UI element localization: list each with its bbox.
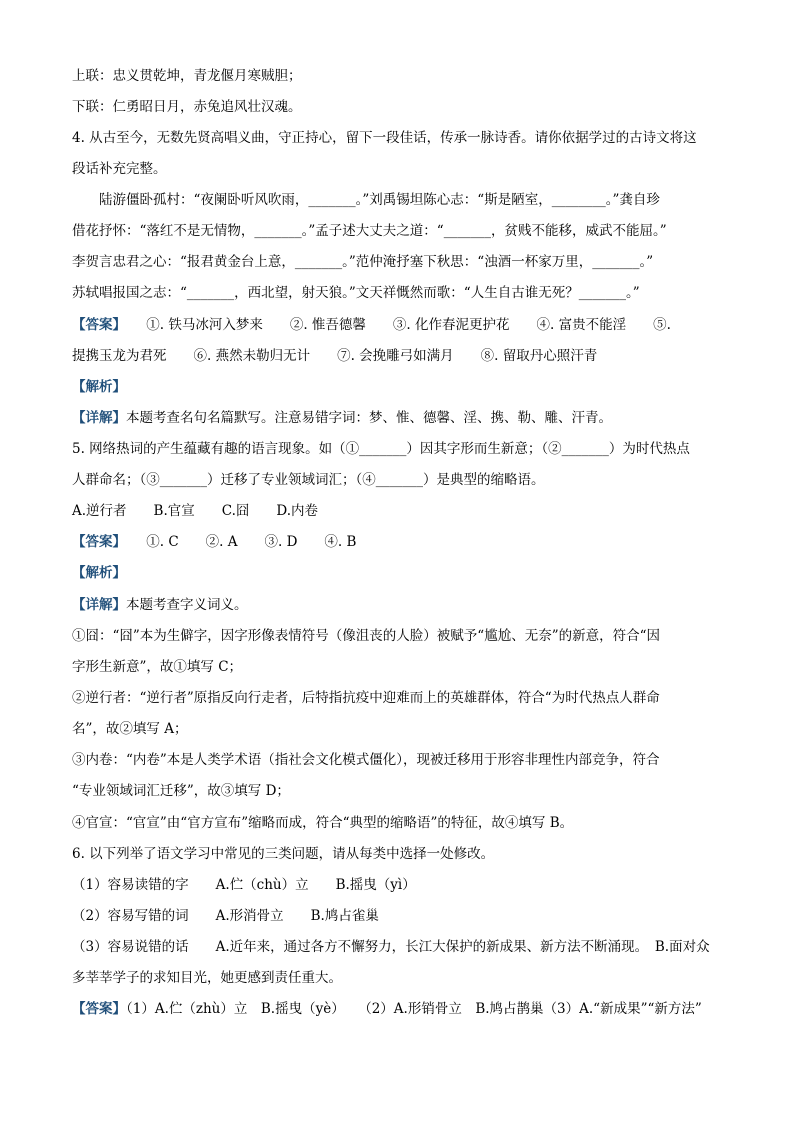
- text-line: 人群命名；（③_______）迁移了专业领域词汇；（④_______）是典型的缩略语。: [72, 472, 545, 488]
- text-line: 借花抒怀：“落红不是无情物，_______。”孟子述大丈夫之道：“_______，贫贱不能移，威武不能屈。”: [72, 223, 667, 239]
- text-line: 字形生新意”，故①填写 C；: [72, 659, 243, 675]
- section-tag: 【答案】: [72, 1001, 126, 1017]
- question-4-line: 4. 从古至今，无数先贤高唱义曲，守正持心，留下一段佳话，传承一脉诗香。请你依据学过的古诗文将这: [72, 130, 697, 146]
- section-tag: 【详解】: [72, 597, 126, 613]
- detail-line: 【详解】本题考查字义词义。: [72, 597, 248, 613]
- text-line: “专业领域词汇迁移”，故③填写 D；: [72, 783, 290, 799]
- section-tag: 【答案】: [72, 317, 120, 333]
- answer-line: 【答案】 ①. 铁马冰河入梦来 ②. 惟吾德馨 ③. 化作春泥更护花 ④. 富贵不能淫 ⑤.: [72, 317, 671, 333]
- text-line: 多莘莘学子的求知目光，她更感到责任重大。: [72, 970, 342, 986]
- text-line: ①囧：“囧”本为生僻字，因字形像表情符号（像沮丧的人脸）被赋予“尴尬、无奈”的新意，符合“因: [72, 628, 661, 644]
- section-tag: 【答案】: [72, 534, 120, 550]
- answer-line: 【答案】 ①. C ②. A ③. D ④. B: [72, 534, 357, 550]
- question-6-line: 6. 以下列举了语文学习中常见的三类问题，请从每类中选择一处修改。: [72, 846, 495, 862]
- options-line: A.逆行者 B.官宣 C.囧 D.内卷: [72, 503, 319, 519]
- text-line: ②逆行者：“逆行者”原指反向行走者，后特指抗疫中迎难而上的英雄群体，符合“为时代热点人群命: [72, 690, 660, 706]
- section-tag: 【详解】: [72, 410, 126, 426]
- text-line: （2）容易写错的词 A.形消骨立 B.鸠占雀巢: [72, 908, 379, 924]
- text-line: ④官宣：“官宣”由“官方宣布”缩略而成，符合“典型的缩略语”的特征，故④填写 B。: [72, 815, 574, 831]
- detail-line: 【详解】本题考查名句名篇默写。注意易错字词：梦、惟、德馨、淫、携、勒、雕、汗青。: [72, 410, 612, 426]
- text-line: 李贺言忠君之心：“报君黄金台上意，_______。”范仲淹抒塞下秋思：“浊酒一杯家万里，_______。”: [72, 254, 654, 270]
- text-line: 上联：忠义贯乾坤，青龙偃月寒贼胆；: [72, 68, 302, 84]
- answer-line: 【答案】（1）A.伫（zhù）立 B.摇曳（yè） （2）A.形销骨立 B.鸠占鹊巢（3）A.“新成果”“新方法”: [72, 1001, 702, 1017]
- text-line: 下联：仁勇昭日月，赤兔追风壮汉魂。: [72, 99, 302, 115]
- text-line: 提携玉龙为君死 ⑥. 燕然未勒归无计 ⑦. 会挽雕弓如满月 ⑧. 留取丹心照汗青: [72, 348, 598, 364]
- text-line: 段话补充完整。: [72, 161, 167, 177]
- question-5-line: 5. 网络热词的产生蕴藏有趣的语言现象。如（①_______）因其字形而生新意；（②_______）为时代热点: [72, 441, 690, 457]
- text-line: （3）容易说错的话 A.近年来，通过各方不懈努力，长江大保护的新成果、新方法不断涌现。 B.面对众: [72, 939, 710, 955]
- text-line: 名”，故②填写 A；: [72, 721, 188, 737]
- analysis-label: 【解析】: [72, 565, 126, 581]
- text-line: 陆游僵卧孤村：“夜阑卧听风吹雨，_______。”刘禹锡坦陈心志：“斯是陋室，________。”龚自珍: [72, 192, 660, 208]
- text-line: 苏轼唱报国之志：“_______，西北望，射天狼。”文天祥慨然而歌：“人生自古谁无死？_______。”: [72, 285, 640, 301]
- text-line: ③内卷：“内卷”本是人类学术语（指社会文化模式僵化），现被迁移用于形容非理性内部竞争，符合: [72, 752, 660, 768]
- analysis-label: 【解析】: [72, 379, 126, 395]
- text-line: （1）容易读错的字 A.伫（chù）立 B.摇曳（yì）: [72, 877, 416, 893]
